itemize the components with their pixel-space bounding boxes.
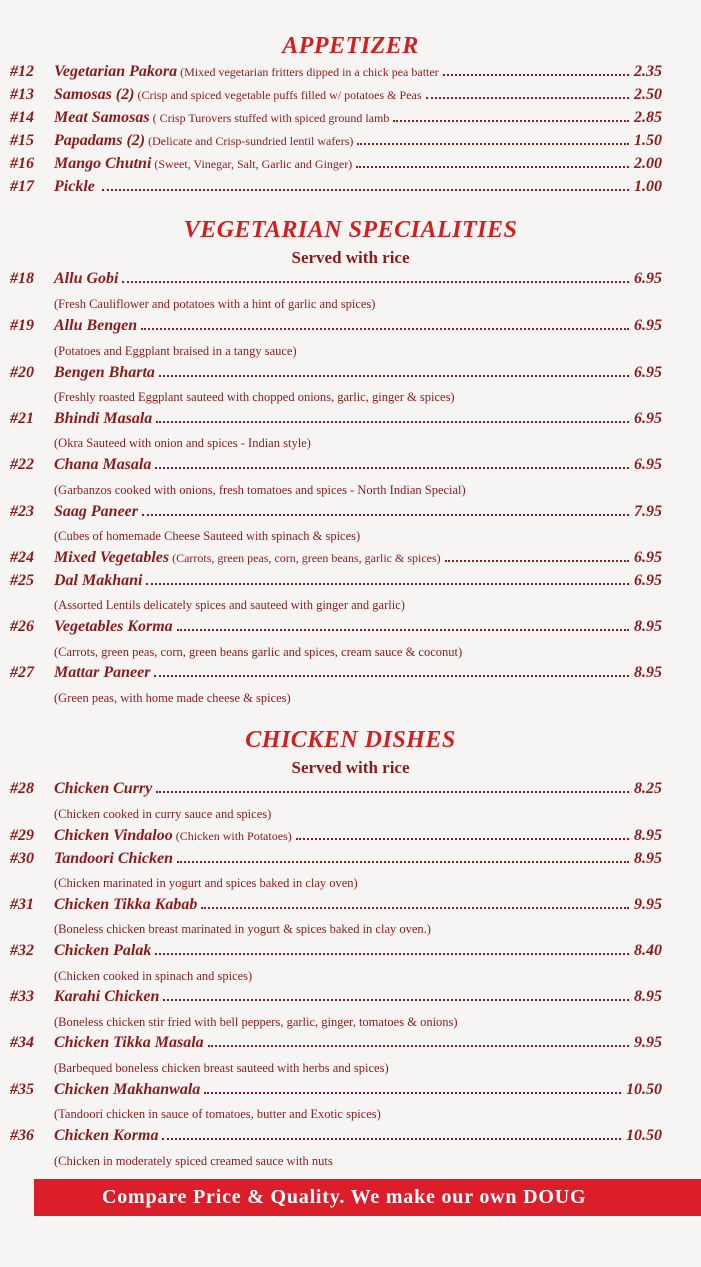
item-price: 8.40 — [634, 942, 662, 959]
item-number: #24 — [10, 549, 34, 566]
item-price: 2.50 — [634, 86, 662, 103]
chicken-subtitle: Served with rice — [291, 758, 410, 777]
item-description: (Okra Sauteed with onion and spices - Indian style) — [54, 436, 311, 450]
item-number: #19 — [10, 317, 34, 334]
leader-dots — [393, 120, 629, 122]
leader-dots — [154, 675, 629, 677]
item-name: Samosas (2) — [54, 86, 135, 103]
item-inline-description: (Mixed vegetarian fritters dipped in a chick pea batter — [180, 65, 439, 79]
item-description: (Chicken cooked in spinach and spices) — [54, 969, 253, 983]
item-number: #14 — [10, 109, 34, 126]
item-description: (Garbanzos cooked with onions, fresh tomatoes and spices - North Indian Special) — [54, 483, 466, 497]
item-price: 8.95 — [634, 850, 662, 867]
item-price: 10.50 — [626, 1081, 662, 1098]
item-name: Papadams (2) — [54, 132, 146, 149]
menu-item — [10, 850, 662, 872]
menu-item — [10, 63, 662, 85]
item-price: 8.95 — [634, 618, 662, 635]
item-number: #20 — [10, 364, 34, 381]
menu-item — [10, 410, 662, 432]
menu-item — [10, 503, 662, 525]
item-price: 7.95 — [634, 503, 662, 520]
item-number: #23 — [10, 503, 34, 520]
item-name: Vegetables Korma — [54, 618, 173, 635]
item-number: #17 — [10, 178, 34, 195]
item-price: 8.25 — [634, 780, 662, 797]
menu-item — [10, 155, 662, 177]
leader-dots — [204, 1092, 621, 1094]
leader-dots — [356, 166, 629, 168]
item-description: (Barbequed boneless chicken breast sauteed with herbs and spices) — [54, 1061, 389, 1075]
menu-item — [10, 827, 662, 849]
item-description: (Chicken marinated in yogurt and spices baked in clay oven) — [54, 876, 358, 890]
item-number: #25 — [10, 572, 34, 589]
chicken-heading: CHICKEN DISHES — [245, 727, 456, 753]
item-name: Mattar Paneer — [54, 664, 151, 681]
item-description: (Green peas, with home made cheese & spices) — [54, 691, 291, 705]
item-description: (Boneless chicken stir fried with bell peppers, garlic, ginger, tomatoes & onions) — [54, 1015, 458, 1029]
item-name: Tandoori Chicken — [54, 850, 173, 867]
item-price: 1.50 — [634, 132, 662, 149]
item-description: (Cubes of homemade Cheese Sauteed with spinach & spices) — [54, 529, 361, 543]
leader-dots — [296, 838, 629, 840]
item-inline-description: (Chicken with Potatoes) — [175, 829, 292, 843]
item-description: (Assorted Lentils delicately spices and sauteed with ginger and garlic) — [54, 598, 405, 612]
menu-item — [10, 456, 662, 478]
item-number: #27 — [10, 664, 34, 681]
item-description: (Boneless chicken breast marinated in yogurt & spices baked in clay oven.) — [54, 922, 431, 936]
menu-item — [10, 618, 662, 640]
promo-banner — [34, 1179, 701, 1216]
item-description: (Chicken in moderately spiced creamed sauce with nuts — [54, 1154, 333, 1168]
item-price: 8.95 — [634, 988, 662, 1005]
item-number: #21 — [10, 410, 34, 427]
item-description: (Freshly roasted Eggplant sauteed with chopped onions, garlic, ginger & spices) — [54, 390, 455, 404]
leader-dots — [155, 467, 629, 469]
item-name: Chana Masala — [54, 456, 152, 473]
vegetarian-subtitle: Served with rice — [291, 248, 410, 267]
menu-item — [10, 780, 662, 802]
item-name: Chicken Korma — [54, 1127, 159, 1144]
item-number: #28 — [10, 780, 34, 797]
menu-item — [10, 317, 662, 339]
item-price: 6.95 — [634, 410, 662, 427]
item-inline-description: (Delicate and Crisp-sundried lentil wafers) — [148, 134, 354, 148]
item-price: 9.95 — [634, 1034, 662, 1051]
leader-dots — [426, 97, 630, 99]
item-number: #15 — [10, 132, 34, 149]
menu-item — [10, 178, 662, 200]
item-price: 6.95 — [634, 364, 662, 381]
item-number: #34 — [10, 1034, 34, 1051]
leader-dots — [142, 514, 629, 516]
leader-dots — [177, 629, 629, 631]
leader-dots — [443, 74, 629, 76]
menu-item — [10, 1127, 662, 1149]
menu-item — [10, 549, 662, 571]
vegetarian-heading: VEGETARIAN SPECIALITIES — [183, 217, 518, 243]
item-inline-description: (Sweet, Vinegar, Salt, Garlic and Ginger) — [154, 157, 353, 171]
item-price: 2.35 — [634, 63, 662, 80]
item-price: 6.95 — [634, 549, 662, 566]
leader-dots — [141, 328, 629, 330]
item-name: Dal Makhani — [54, 572, 143, 589]
item-price: 6.95 — [634, 572, 662, 589]
leader-dots — [201, 907, 629, 909]
leader-dots — [102, 189, 629, 191]
item-number: #33 — [10, 988, 34, 1005]
item-number: #13 — [10, 86, 34, 103]
item-name: Allu Bengen — [54, 317, 138, 334]
menu-item — [10, 364, 662, 386]
item-inline-description: ( Crisp Turovers stuffed with spiced ground lamb — [152, 111, 390, 125]
leader-dots — [445, 560, 629, 562]
item-name: Meat Samosas — [54, 109, 150, 126]
item-price: 10.50 — [626, 1127, 662, 1144]
menu-item — [10, 86, 662, 108]
leader-dots — [163, 999, 629, 1001]
item-name: Pickle — [54, 178, 95, 195]
leader-dots — [357, 143, 629, 145]
item-price: 1.00 — [634, 178, 662, 195]
item-price: 8.95 — [634, 664, 662, 681]
item-name: Chicken Vindaloo — [54, 827, 173, 844]
menu-item — [10, 942, 662, 964]
menu-item — [10, 109, 662, 131]
item-name: Karahi Chicken — [54, 988, 160, 1005]
item-price: 6.95 — [634, 317, 662, 334]
item-price: 6.95 — [634, 456, 662, 473]
item-description: (Carrots, green peas, corn, green beans garlic and spices, cream sauce & coconut) — [54, 645, 463, 659]
item-price: 6.95 — [634, 270, 662, 287]
item-description: (Potatoes and Eggplant braised in a tangy sauce) — [54, 344, 297, 358]
leader-dots — [156, 791, 629, 793]
item-price: 2.85 — [634, 109, 662, 126]
item-price: 9.95 — [634, 896, 662, 913]
item-name: Chicken Makhanwala — [54, 1081, 201, 1098]
leader-dots — [155, 953, 629, 955]
item-number: #31 — [10, 896, 34, 913]
item-number: #36 — [10, 1127, 34, 1144]
item-number: #18 — [10, 270, 34, 287]
menu-item — [10, 896, 662, 918]
item-description: (Fresh Cauliflower and potatoes with a hint of garlic and spices) — [54, 297, 376, 311]
item-number: #12 — [10, 63, 34, 80]
menu-item — [10, 1034, 662, 1056]
menu-item — [10, 664, 662, 686]
item-number: #26 — [10, 618, 34, 635]
item-number: #35 — [10, 1081, 34, 1098]
item-inline-description: (Carrots, green peas, corn, green beans, garlic & spices) — [172, 551, 441, 565]
item-name: Chicken Palak — [54, 942, 152, 959]
item-name: Vegetarian Pakora — [54, 63, 178, 80]
menu-item — [10, 132, 662, 154]
item-price: 8.95 — [634, 827, 662, 844]
item-number: #16 — [10, 155, 34, 172]
promo-banner-text: Compare Price & Quality. We make our own DOUG — [102, 1186, 587, 1208]
item-number: #29 — [10, 827, 34, 844]
menu-item — [10, 270, 662, 292]
leader-dots — [146, 583, 629, 585]
item-name: Mango Chutni — [54, 155, 152, 172]
item-number: #22 — [10, 456, 34, 473]
leader-dots — [159, 375, 629, 377]
leader-dots — [208, 1045, 629, 1047]
item-name: Bengen Bharta — [54, 364, 155, 381]
item-name: Mixed Vegetables — [54, 549, 170, 566]
appetizer-heading: APPETIZER — [282, 33, 419, 59]
leader-dots — [162, 1138, 621, 1140]
leader-dots — [122, 281, 629, 283]
item-name: Chicken Curry — [54, 780, 153, 797]
menu-item — [10, 572, 662, 594]
item-description: (Chicken cooked in curry sauce and spices) — [54, 807, 272, 821]
item-name: Chicken Tikka Kabab — [54, 896, 198, 913]
menu-item — [10, 988, 662, 1010]
item-price: 2.00 — [634, 155, 662, 172]
item-name: Saag Paneer — [54, 503, 138, 520]
item-inline-description: (Crisp and spiced vegetable puffs filled w/ potatoes & Peas — [137, 88, 422, 102]
item-number: #32 — [10, 942, 34, 959]
item-number: #30 — [10, 850, 34, 867]
leader-dots — [177, 861, 629, 863]
item-description: (Tandoori chicken in sauce of tomatoes, butter and Exotic spices) — [54, 1107, 381, 1121]
item-name: Allu Gobi — [54, 270, 119, 287]
menu-item — [10, 1081, 662, 1103]
item-name: Chicken Tikka Masala — [54, 1034, 204, 1051]
item-name: Bhindi Masala — [54, 410, 153, 427]
leader-dots — [156, 421, 629, 423]
